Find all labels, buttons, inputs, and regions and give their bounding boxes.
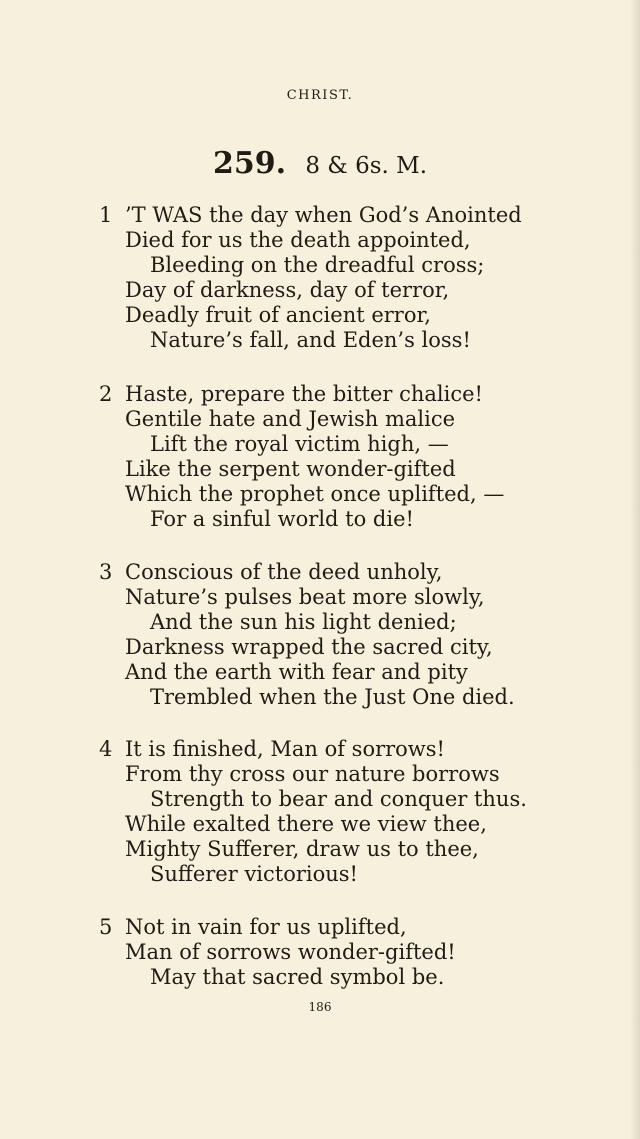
verse-line: From thy cross our nature borrows <box>125 762 500 786</box>
verse-line: May that sacred symbol be. <box>150 965 445 989</box>
verse-line: Lift the royal victim high, — <box>150 432 449 456</box>
verse-line: While exalted there we view thee, <box>125 812 487 836</box>
verse-line: And the earth with fear and pity <box>125 660 468 684</box>
verse-line: It is finished, Man of sorrows! <box>125 737 445 761</box>
verse-line: Which the prophet once uplifted, — <box>125 482 505 506</box>
verse-line: For a sinful world to die! <box>150 507 414 531</box>
verse-line: Nature’s fall, and Eden’s loss! <box>150 328 471 352</box>
verse-line: ’T WAS the day when God’s Anointed <box>125 203 522 227</box>
verse-line: Bleeding on the dreadful cross; <box>150 253 485 277</box>
hymn-meter: 8 & 6s. M. <box>305 153 428 179</box>
hymn-number: 259. <box>212 146 287 181</box>
verse-number: 4 <box>99 737 113 761</box>
verse-line: Gentile hate and Jewish malice <box>125 407 456 431</box>
verse-line: Man of sorrows wonder-gifted! <box>125 940 456 964</box>
page-edge-shadow <box>630 0 640 1139</box>
verse-line: Haste, prepare the bitter chalice! <box>125 382 483 406</box>
verse-line: Strength to bear and conquer thus. <box>150 787 527 811</box>
hymn-heading <box>0 146 640 181</box>
verse-line: Trembled when the Just One died. <box>150 685 515 709</box>
verse-line: Not in vain for us uplifted, <box>125 915 407 939</box>
page-number: 186 <box>308 1000 332 1014</box>
verse-line: Died for us the death appointed, <box>125 228 471 252</box>
verse-number: 2 <box>99 382 113 406</box>
verse-line: Day of darkness, day of terror, <box>125 278 450 302</box>
verse-line: Deadly fruit of ancient error, <box>125 303 431 327</box>
verse-line: Nature’s pulses beat more slowly, <box>125 585 485 609</box>
verse-line: Darkness wrapped the sacred city, <box>125 635 493 659</box>
verse-number: 5 <box>99 915 113 939</box>
verse-line: Like the serpent wonder-gifted <box>125 457 456 481</box>
verse-line: Sufferer victorious! <box>150 862 359 886</box>
verse-number: 1 <box>99 203 113 227</box>
verse-line: And the sun his light denied; <box>150 610 457 634</box>
verse-line: Mighty Sufferer, draw us to thee, <box>125 837 479 861</box>
verse-number: 3 <box>99 560 113 584</box>
running-head: CHRIST. <box>286 88 354 103</box>
verse-line: Conscious of the deed unholy, <box>125 560 443 584</box>
